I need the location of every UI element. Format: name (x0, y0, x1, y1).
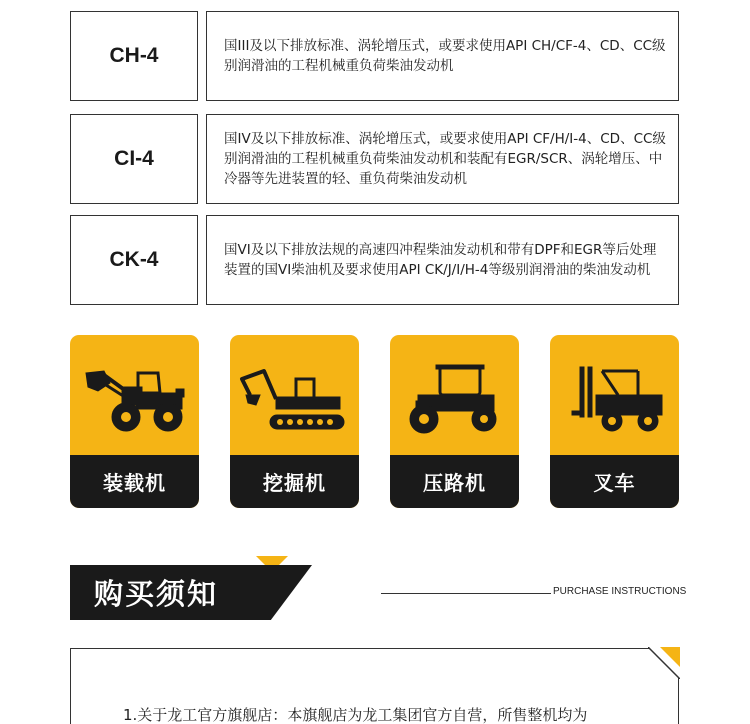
notice-corner-accent (648, 647, 680, 679)
spec-code: CK-4 (70, 215, 198, 305)
forklift-icon (556, 361, 673, 437)
header-divider-line (381, 593, 551, 594)
machine-card-roller (390, 335, 519, 508)
spec-row-ci4 (70, 114, 679, 204)
machine-label: 装载机 (70, 455, 199, 508)
spec-code: CI-4 (70, 114, 198, 204)
purchase-subtitle-en: PURCHASE INSTRUCTIONS (553, 586, 687, 597)
spec-row-ch4 (70, 11, 679, 101)
machine-label: 压路机 (390, 455, 519, 508)
spec-description: 国VI及以下排放法规的高速四冲程柴油发动机和带有DPF和EGR等后处理装置的国VI柴油机及要求使用API CK/J/I/H-4等级别润滑油的柴油发动机 (206, 215, 679, 305)
purchase-title: 购买须知 (94, 577, 219, 611)
spec-row-ck4 (70, 215, 679, 305)
spec-description: 国III及以下排放标准、涡轮增压式，或要求使用API CH/CF-4、CD、CC级别润滑油的工程机械重负荷柴油发动机 (206, 11, 679, 101)
machine-card-loader (70, 335, 199, 508)
purchase-section-header (70, 556, 312, 620)
spec-code: CH-4 (70, 11, 198, 101)
excavator-icon (236, 361, 353, 437)
notice-item: 1.关于龙工官方旗舰店：本旗舰店为龙工集团官方自营，所售整机均为 (123, 706, 588, 724)
machine-label: 挖掘机 (230, 455, 359, 508)
road-roller-icon (396, 361, 513, 437)
machine-card-forklift (550, 335, 679, 508)
spec-description: 国IV及以下排放标准、涡轮增压式，或要求使用API CF/H/I-4、CD、CC级别润滑油的工程机械重负荷柴油发动机和装配有EGR/SCR、涡轮增压、中冷器等先进装置的轻、重负荷柴油发动机 (206, 114, 679, 204)
wheel-loader-icon (76, 361, 193, 437)
machine-label: 叉车 (550, 455, 679, 508)
machine-card-excavator (230, 335, 359, 508)
